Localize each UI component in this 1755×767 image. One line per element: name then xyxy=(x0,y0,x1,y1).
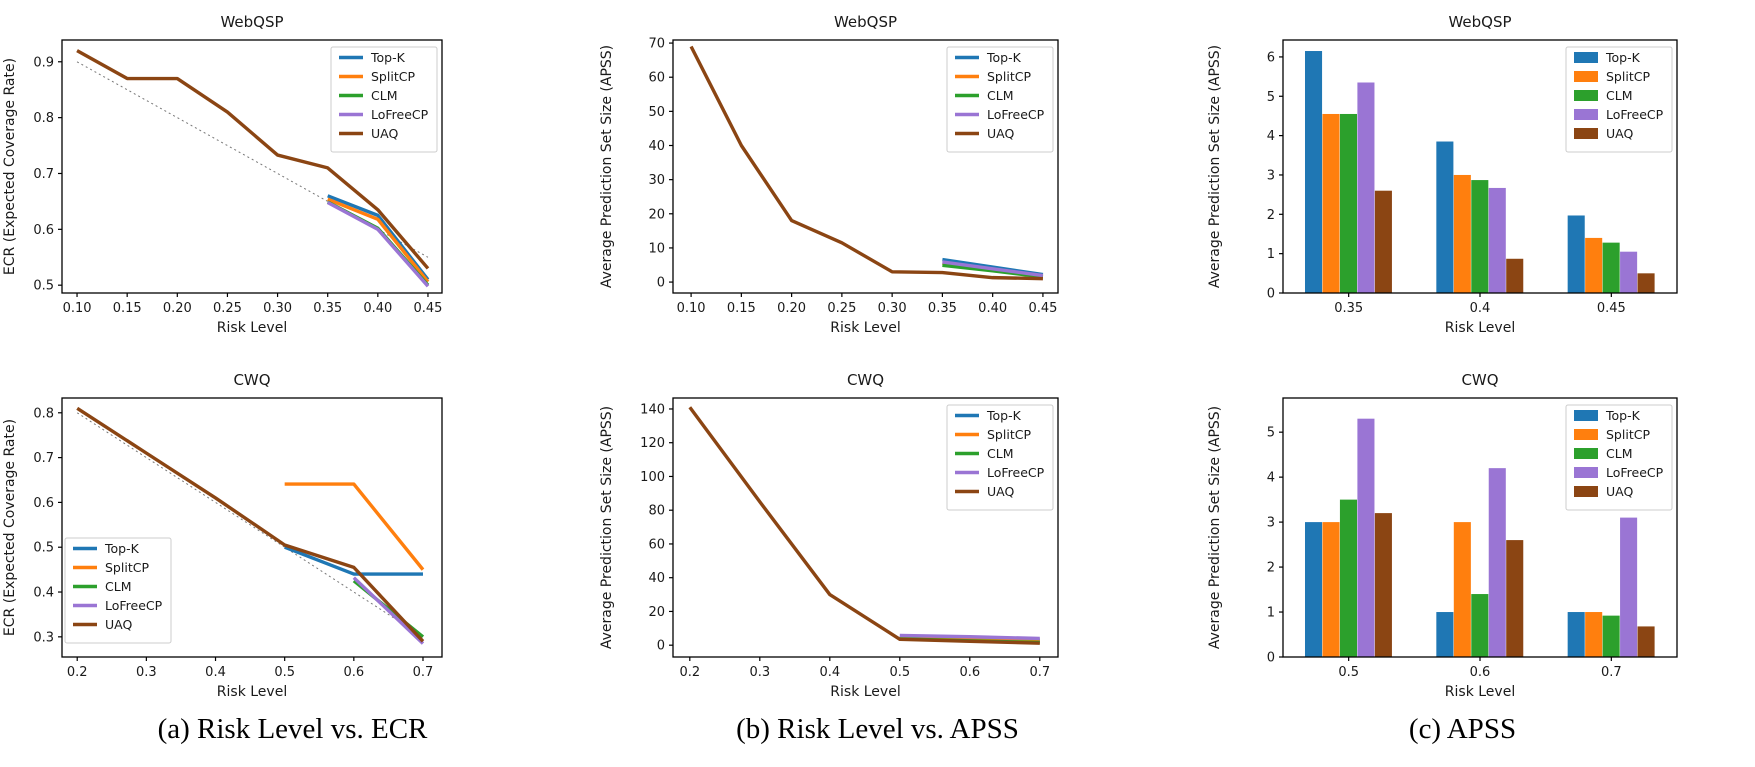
cwq-apss-line-ytick: 60 xyxy=(648,537,665,553)
webqsp-apss-bars-ytick: 6 xyxy=(1266,50,1275,66)
webqsp-ecr-xtick: 0.10 xyxy=(62,301,92,316)
webqsp-ecr-xtick: 0.30 xyxy=(263,301,293,316)
cwq-apss-bars-ytick: 1 xyxy=(1266,605,1275,621)
cwq-apss-line-legend-label-Top-K: Top-K xyxy=(987,408,1021,423)
webqsp-apss-bars-xtick: 0.45 xyxy=(1596,301,1626,316)
webqsp-apss-line-xtick: 0.20 xyxy=(777,301,807,316)
cwq-apss-bars-bar-LoFreeCP xyxy=(1357,419,1374,657)
webqsp-apss-bars-bar-UAQ xyxy=(1375,191,1392,293)
webqsp-apss-bars-legend-label-Top-K: Top-K xyxy=(1606,50,1640,65)
webqsp-apss-bars-bar-CLM xyxy=(1340,114,1357,293)
cwq-ecr-ytick: 0.8 xyxy=(33,406,54,422)
cwq-ecr-ytick: 0.3 xyxy=(33,630,54,646)
webqsp-apss-bars-legend-label-LoFreeCP: LoFreeCP xyxy=(1606,107,1664,122)
cwq-apss-line-ytick: 0 xyxy=(656,638,665,654)
chart-webqsp-apss-line xyxy=(585,0,1170,340)
caption-a: (a) Risk Level vs. ECR xyxy=(157,713,428,745)
cwq-ecr-ytick: 0.4 xyxy=(33,585,54,601)
webqsp-ecr-ytick: 0.5 xyxy=(33,278,54,294)
webqsp-ecr-xtick: 0.15 xyxy=(112,301,142,316)
webqsp-apss-bars-bar-LoFreeCP xyxy=(1357,82,1374,293)
cwq-apss-line-ytick: 120 xyxy=(640,436,665,452)
cwq-ecr-xtick: 0.4 xyxy=(205,665,226,680)
webqsp-apss-line-xtick: 0.30 xyxy=(877,301,907,316)
webqsp-apss-bars-bar-Top-K xyxy=(1568,215,1585,293)
cwq-ecr-ylabel: ECR (Expected Coverage Rate) xyxy=(2,418,18,637)
cwq-apss-line-xtick: 0.2 xyxy=(679,665,701,680)
cwq-apss-line-legend xyxy=(947,405,1053,510)
cwq-apss-line-xtick: 0.7 xyxy=(1029,665,1051,680)
webqsp-apss-line-xlabel: Risk Level xyxy=(830,320,901,336)
cwq-ecr-xtick: 0.7 xyxy=(412,665,434,680)
webqsp-apss-bars-bar-LoFreeCP xyxy=(1489,188,1506,293)
webqsp-apss-bars-bar-SplitCP xyxy=(1454,175,1471,293)
webqsp-apss-line-xtick: 0.15 xyxy=(726,301,756,316)
webqsp-apss-line-xtick: 0.10 xyxy=(676,301,706,316)
webqsp-apss-line-ytick: 50 xyxy=(648,104,665,120)
cwq-ecr-legend-label-UAQ: UAQ xyxy=(105,617,133,632)
webqsp-ecr-xtick: 0.40 xyxy=(363,301,393,316)
webqsp-apss-line-xtick: 0.25 xyxy=(827,301,857,316)
webqsp-apss-line-legend-label-UAQ: UAQ xyxy=(987,126,1015,141)
webqsp-ecr-xtick: 0.20 xyxy=(162,301,192,316)
webqsp-apss-line-xtick: 0.35 xyxy=(927,301,957,316)
cwq-apss-bars-bar-CLM xyxy=(1471,594,1488,657)
webqsp-ecr-legend-label-SplitCP: SplitCP xyxy=(371,69,415,84)
webqsp-apss-bars-xlabel: Risk Level xyxy=(1444,320,1516,336)
cwq-apss-line-xtick: 0.5 xyxy=(889,665,911,680)
webqsp-ecr-ytick: 0.6 xyxy=(33,222,54,238)
webqsp-apss-bars-legend-label-UAQ: UAQ xyxy=(1606,126,1634,141)
cwq-apss-bars-xtick: 0.7 xyxy=(1600,665,1622,680)
webqsp-apss-line-ytick: 0 xyxy=(656,275,665,291)
webqsp-ecr-title: WebQSP xyxy=(220,13,284,31)
webqsp-apss-bars-ytick: 0 xyxy=(1266,286,1275,302)
cwq-apss-bars-legend-label-UAQ: UAQ xyxy=(1606,484,1634,499)
cwq-ecr-ytick: 0.5 xyxy=(33,540,54,556)
cwq-apss-bars-bar-LoFreeCP xyxy=(1620,518,1637,657)
cwq-apss-bars-bar-Top-K xyxy=(1305,522,1322,657)
figure-column-a xyxy=(0,0,585,767)
cwq-apss-bars-bar-CLM xyxy=(1340,500,1357,657)
webqsp-apss-bars-ytick: 2 xyxy=(1266,207,1275,223)
webqsp-ecr-legend-label-Top-K: Top-K xyxy=(371,50,405,65)
webqsp-apss-line-legend-label-CLM: CLM xyxy=(987,88,1014,103)
cwq-apss-line-legend-label-SplitCP: SplitCP xyxy=(987,427,1031,442)
webqsp-ecr-ylabel: ECR (Expected Coverage Rate) xyxy=(2,57,18,276)
webqsp-apss-line-legend-label-Top-K: Top-K xyxy=(987,50,1021,65)
cwq-apss-bars-bar-UAQ xyxy=(1638,626,1655,657)
webqsp-ecr-ytick: 0.7 xyxy=(33,166,54,182)
webqsp-ecr-legend xyxy=(331,47,437,152)
webqsp-apss-bars-legend-label-CLM: CLM xyxy=(1606,88,1633,103)
cwq-apss-line-legend-label-LoFreeCP: LoFreeCP xyxy=(987,465,1045,480)
cwq-apss-bars-xtick: 0.5 xyxy=(1338,665,1360,680)
cwq-apss-bars-xlabel: Risk Level xyxy=(1444,684,1516,700)
webqsp-apss-bars-ytick: 4 xyxy=(1266,129,1275,145)
cwq-apss-bars-legend-label-SplitCP: SplitCP xyxy=(1606,427,1650,442)
cwq-apss-bars-bar-SplitCP xyxy=(1322,522,1339,657)
cwq-apss-bars-ytick: 0 xyxy=(1266,650,1275,666)
cwq-apss-line-xlabel: Risk Level xyxy=(830,684,901,700)
cwq-apss-line-ytick: 40 xyxy=(648,571,665,587)
webqsp-apss-line-ylabel: Average Prediction Set Size (APSS) xyxy=(599,44,615,289)
webqsp-apss-bars-bar-SplitCP xyxy=(1585,238,1602,293)
chart-webqsp-ecr xyxy=(0,0,585,340)
chart-webqsp-apss-bars xyxy=(1170,0,1755,340)
chart-cwq-apss-bars xyxy=(1170,340,1755,705)
cwq-apss-bars-legend-label-Top-K: Top-K xyxy=(1606,408,1640,423)
cwq-ecr-legend-label-CLM: CLM xyxy=(105,579,132,594)
cwq-ecr-title: CWQ xyxy=(233,371,271,389)
webqsp-ecr-xtick: 0.25 xyxy=(212,301,242,316)
figure-column-b xyxy=(585,0,1170,767)
cwq-apss-line-ytick: 100 xyxy=(640,469,665,485)
cwq-apss-bars-ytick: 2 xyxy=(1266,560,1275,576)
webqsp-apss-bars-ytick: 5 xyxy=(1266,89,1275,105)
webqsp-apss-bars-ylabel: Average Prediction Set Size (APSS) xyxy=(1207,44,1223,289)
webqsp-apss-line-title: WebQSP xyxy=(833,13,898,31)
figure-column-c xyxy=(1170,0,1755,767)
cwq-ecr-ytick: 0.6 xyxy=(33,495,54,511)
cwq-apss-line-xtick: 0.4 xyxy=(819,665,841,680)
webqsp-apss-bars-legend xyxy=(1566,47,1672,152)
cwq-apss-line-title: CWQ xyxy=(846,371,885,389)
cwq-apss-line-ytick: 20 xyxy=(648,604,665,620)
chart-cwq-ecr xyxy=(0,340,585,705)
webqsp-ecr-xtick: 0.45 xyxy=(413,301,443,316)
webqsp-apss-line-legend-label-SplitCP: SplitCP xyxy=(987,69,1031,84)
cwq-apss-bars-ytick: 5 xyxy=(1266,425,1275,441)
webqsp-ecr-legend-label-LoFreeCP: LoFreeCP xyxy=(371,107,429,122)
cwq-ecr-legend-label-Top-K: Top-K xyxy=(105,541,139,556)
webqsp-apss-line-legend xyxy=(947,47,1053,152)
cwq-apss-bars-title: CWQ xyxy=(1461,371,1499,389)
cwq-apss-bars-ytick: 4 xyxy=(1266,470,1275,486)
cwq-ecr-legend-label-LoFreeCP: LoFreeCP xyxy=(105,598,163,613)
cwq-apss-bars-ylabel: Average Prediction Set Size (APSS) xyxy=(1207,405,1223,650)
webqsp-apss-bars-ytick: 3 xyxy=(1266,168,1275,184)
cwq-apss-bars-bar-UAQ xyxy=(1375,513,1392,657)
cwq-ecr-ytick: 0.7 xyxy=(33,451,54,467)
webqsp-ecr-ytick: 0.9 xyxy=(33,55,54,71)
chart-cwq-apss-line xyxy=(585,340,1170,705)
webqsp-apss-line-ytick: 20 xyxy=(648,207,665,223)
cwq-ecr-xtick: 0.6 xyxy=(343,665,365,680)
cwq-apss-line-ytick: 80 xyxy=(648,503,665,519)
webqsp-apss-bars-title: WebQSP xyxy=(1448,13,1512,31)
webqsp-apss-line-ytick: 40 xyxy=(648,139,665,155)
webqsp-apss-line-legend-label-LoFreeCP: LoFreeCP xyxy=(987,107,1045,122)
cwq-apss-bars-bar-LoFreeCP xyxy=(1489,468,1506,657)
cwq-ecr-xtick: 0.3 xyxy=(136,665,157,680)
cwq-apss-line-legend-label-UAQ: UAQ xyxy=(987,484,1015,499)
webqsp-ecr-legend-label-CLM: CLM xyxy=(371,88,398,103)
cwq-ecr-xtick: 0.5 xyxy=(274,665,296,680)
cwq-ecr-xtick: 0.2 xyxy=(66,665,88,680)
webqsp-apss-bars-legend-label-SplitCP: SplitCP xyxy=(1606,69,1650,84)
webqsp-apss-bars-bar-UAQ xyxy=(1506,259,1523,293)
caption-b: (b) Risk Level vs. APSS xyxy=(736,713,1019,745)
cwq-ecr-xlabel: Risk Level xyxy=(216,684,288,700)
cwq-ecr-series-LoFreeCP xyxy=(354,578,423,644)
webqsp-apss-bars-bar-Top-K xyxy=(1436,142,1453,293)
cwq-apss-bars-bar-Top-K xyxy=(1568,612,1585,657)
cwq-apss-bars-bar-SplitCP xyxy=(1454,522,1471,657)
webqsp-apss-bars-bar-LoFreeCP xyxy=(1620,252,1637,293)
cwq-apss-line-xtick: 0.3 xyxy=(749,665,771,680)
cwq-apss-bars-legend-label-LoFreeCP: LoFreeCP xyxy=(1606,465,1664,480)
webqsp-apss-bars-bar-CLM xyxy=(1471,180,1488,293)
cwq-ecr-legend-label-SplitCP: SplitCP xyxy=(105,560,149,575)
cwq-ecr-legend xyxy=(65,538,171,643)
webqsp-ecr-legend-label-UAQ: UAQ xyxy=(371,126,399,141)
webqsp-apss-line-ytick: 70 xyxy=(648,36,665,52)
webqsp-apss-bars-bar-UAQ xyxy=(1638,273,1655,293)
cwq-apss-bars-bar-UAQ xyxy=(1506,540,1523,657)
cwq-apss-line-ytick: 140 xyxy=(640,402,665,418)
webqsp-apss-bars-bar-SplitCP xyxy=(1322,114,1339,293)
webqsp-apss-bars-xtick: 0.35 xyxy=(1334,301,1364,316)
webqsp-apss-bars-xtick: 0.4 xyxy=(1469,301,1491,316)
webqsp-apss-bars-bar-CLM xyxy=(1603,243,1620,293)
webqsp-apss-line-ytick: 10 xyxy=(648,241,665,257)
webqsp-apss-line-xtick: 0.45 xyxy=(1028,301,1058,316)
webqsp-ecr-ytick: 0.8 xyxy=(33,111,54,127)
cwq-apss-line-xtick: 0.6 xyxy=(959,665,981,680)
cwq-apss-bars-bar-CLM xyxy=(1603,616,1620,657)
cwq-apss-bars-legend-label-CLM: CLM xyxy=(1606,446,1633,461)
webqsp-apss-bars-bar-Top-K xyxy=(1305,51,1322,293)
webqsp-apss-line-ytick: 30 xyxy=(648,173,665,189)
cwq-apss-bars-bar-SplitCP xyxy=(1585,612,1602,657)
webqsp-ecr-xlabel: Risk Level xyxy=(216,320,288,336)
cwq-apss-line-ylabel: Average Prediction Set Size (APSS) xyxy=(599,405,615,650)
webqsp-apss-bars-ytick: 1 xyxy=(1266,247,1275,263)
webqsp-ecr-xtick: 0.35 xyxy=(313,301,343,316)
cwq-apss-line-legend-label-CLM: CLM xyxy=(987,446,1014,461)
caption-c: (c) APSS xyxy=(1408,713,1517,745)
cwq-apss-bars-xtick: 0.6 xyxy=(1469,665,1491,680)
cwq-apss-bars-legend xyxy=(1566,405,1672,510)
cwq-apss-bars-bar-Top-K xyxy=(1436,612,1453,657)
webqsp-apss-line-xtick: 0.40 xyxy=(978,301,1008,316)
webqsp-apss-line-ytick: 60 xyxy=(648,70,665,86)
cwq-apss-bars-ytick: 3 xyxy=(1266,515,1275,531)
